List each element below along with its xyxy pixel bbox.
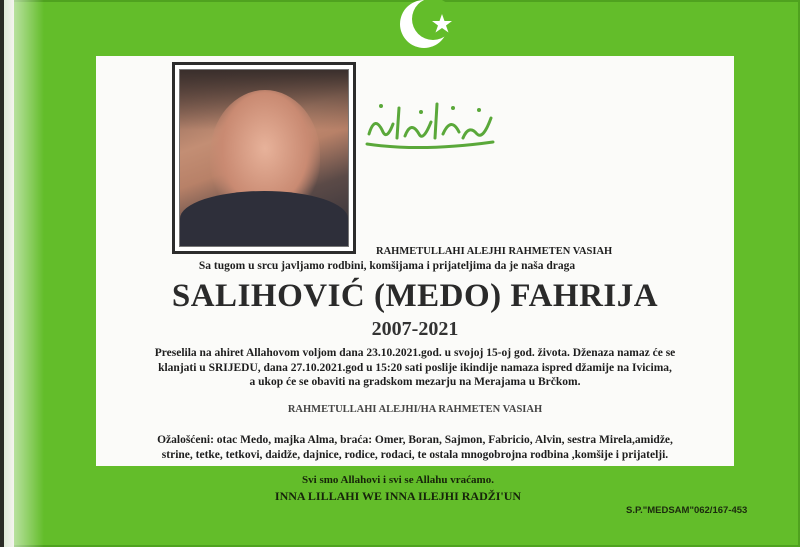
deceased-name: SALIHOVIĆ (MEDO) FAHRIJA: [171, 278, 659, 314]
rahmet-heading: RAHMETULLAHI ALEJHI RAHMETEN VASIAH: [376, 246, 613, 257]
arabic-calligraphy: [361, 94, 501, 154]
intro-text: Sa tugom u srcu javljamo rodbini, komšijama i prijateljima da je naša draga: [198, 260, 576, 272]
notice-sheet: [96, 56, 734, 466]
notice-body-line: a ukop će se obaviti na gradskom mezarju na Merajama u Brčkom.: [249, 376, 581, 388]
life-years: 2007-2021: [371, 318, 459, 340]
mourners-line: strine, tetke, tetkovi, daidže, dajnice, rodice, rodaci, te ostala mnogobrojna rodbina ,komšije i prijatelji.: [161, 449, 669, 461]
notice-body-line: Preselila na ahiret Allahovom voljom dana 23.10.2021.god. u svojoj 15-oj god. života. Dženaza namaz će se: [154, 347, 676, 359]
obituary-poster: [4, 0, 800, 547]
notice-body-line: klanjati u SRIJEDU, dana 27.10.2021.god u 15:20 sati poslije ikindije namaza ispred džamije na Ivicima,: [158, 362, 672, 374]
publisher-contact: S.P."MEDSAM"062/167-453: [626, 505, 748, 516]
crescent-star-icon: [398, 0, 458, 58]
footer-verse: Svi smo Allahovi i svi se Allahu vraćamo.: [302, 474, 494, 486]
mourners-line: Ožalošćeni: otac Medo, majka Alma, braća: Omer, Boran, Sajmon, Fabricio, Alvin, sestra Mirela,amidže,: [157, 434, 673, 446]
portrait-photo: [172, 62, 356, 254]
rahmet-prayer: RAHMETULLAHI ALEJHI/HA RAHMETEN VASIAH: [287, 404, 543, 415]
footer-prayer: INNA LILLAHI WE INNA ILEJHI RADŽI'UN: [274, 489, 522, 503]
